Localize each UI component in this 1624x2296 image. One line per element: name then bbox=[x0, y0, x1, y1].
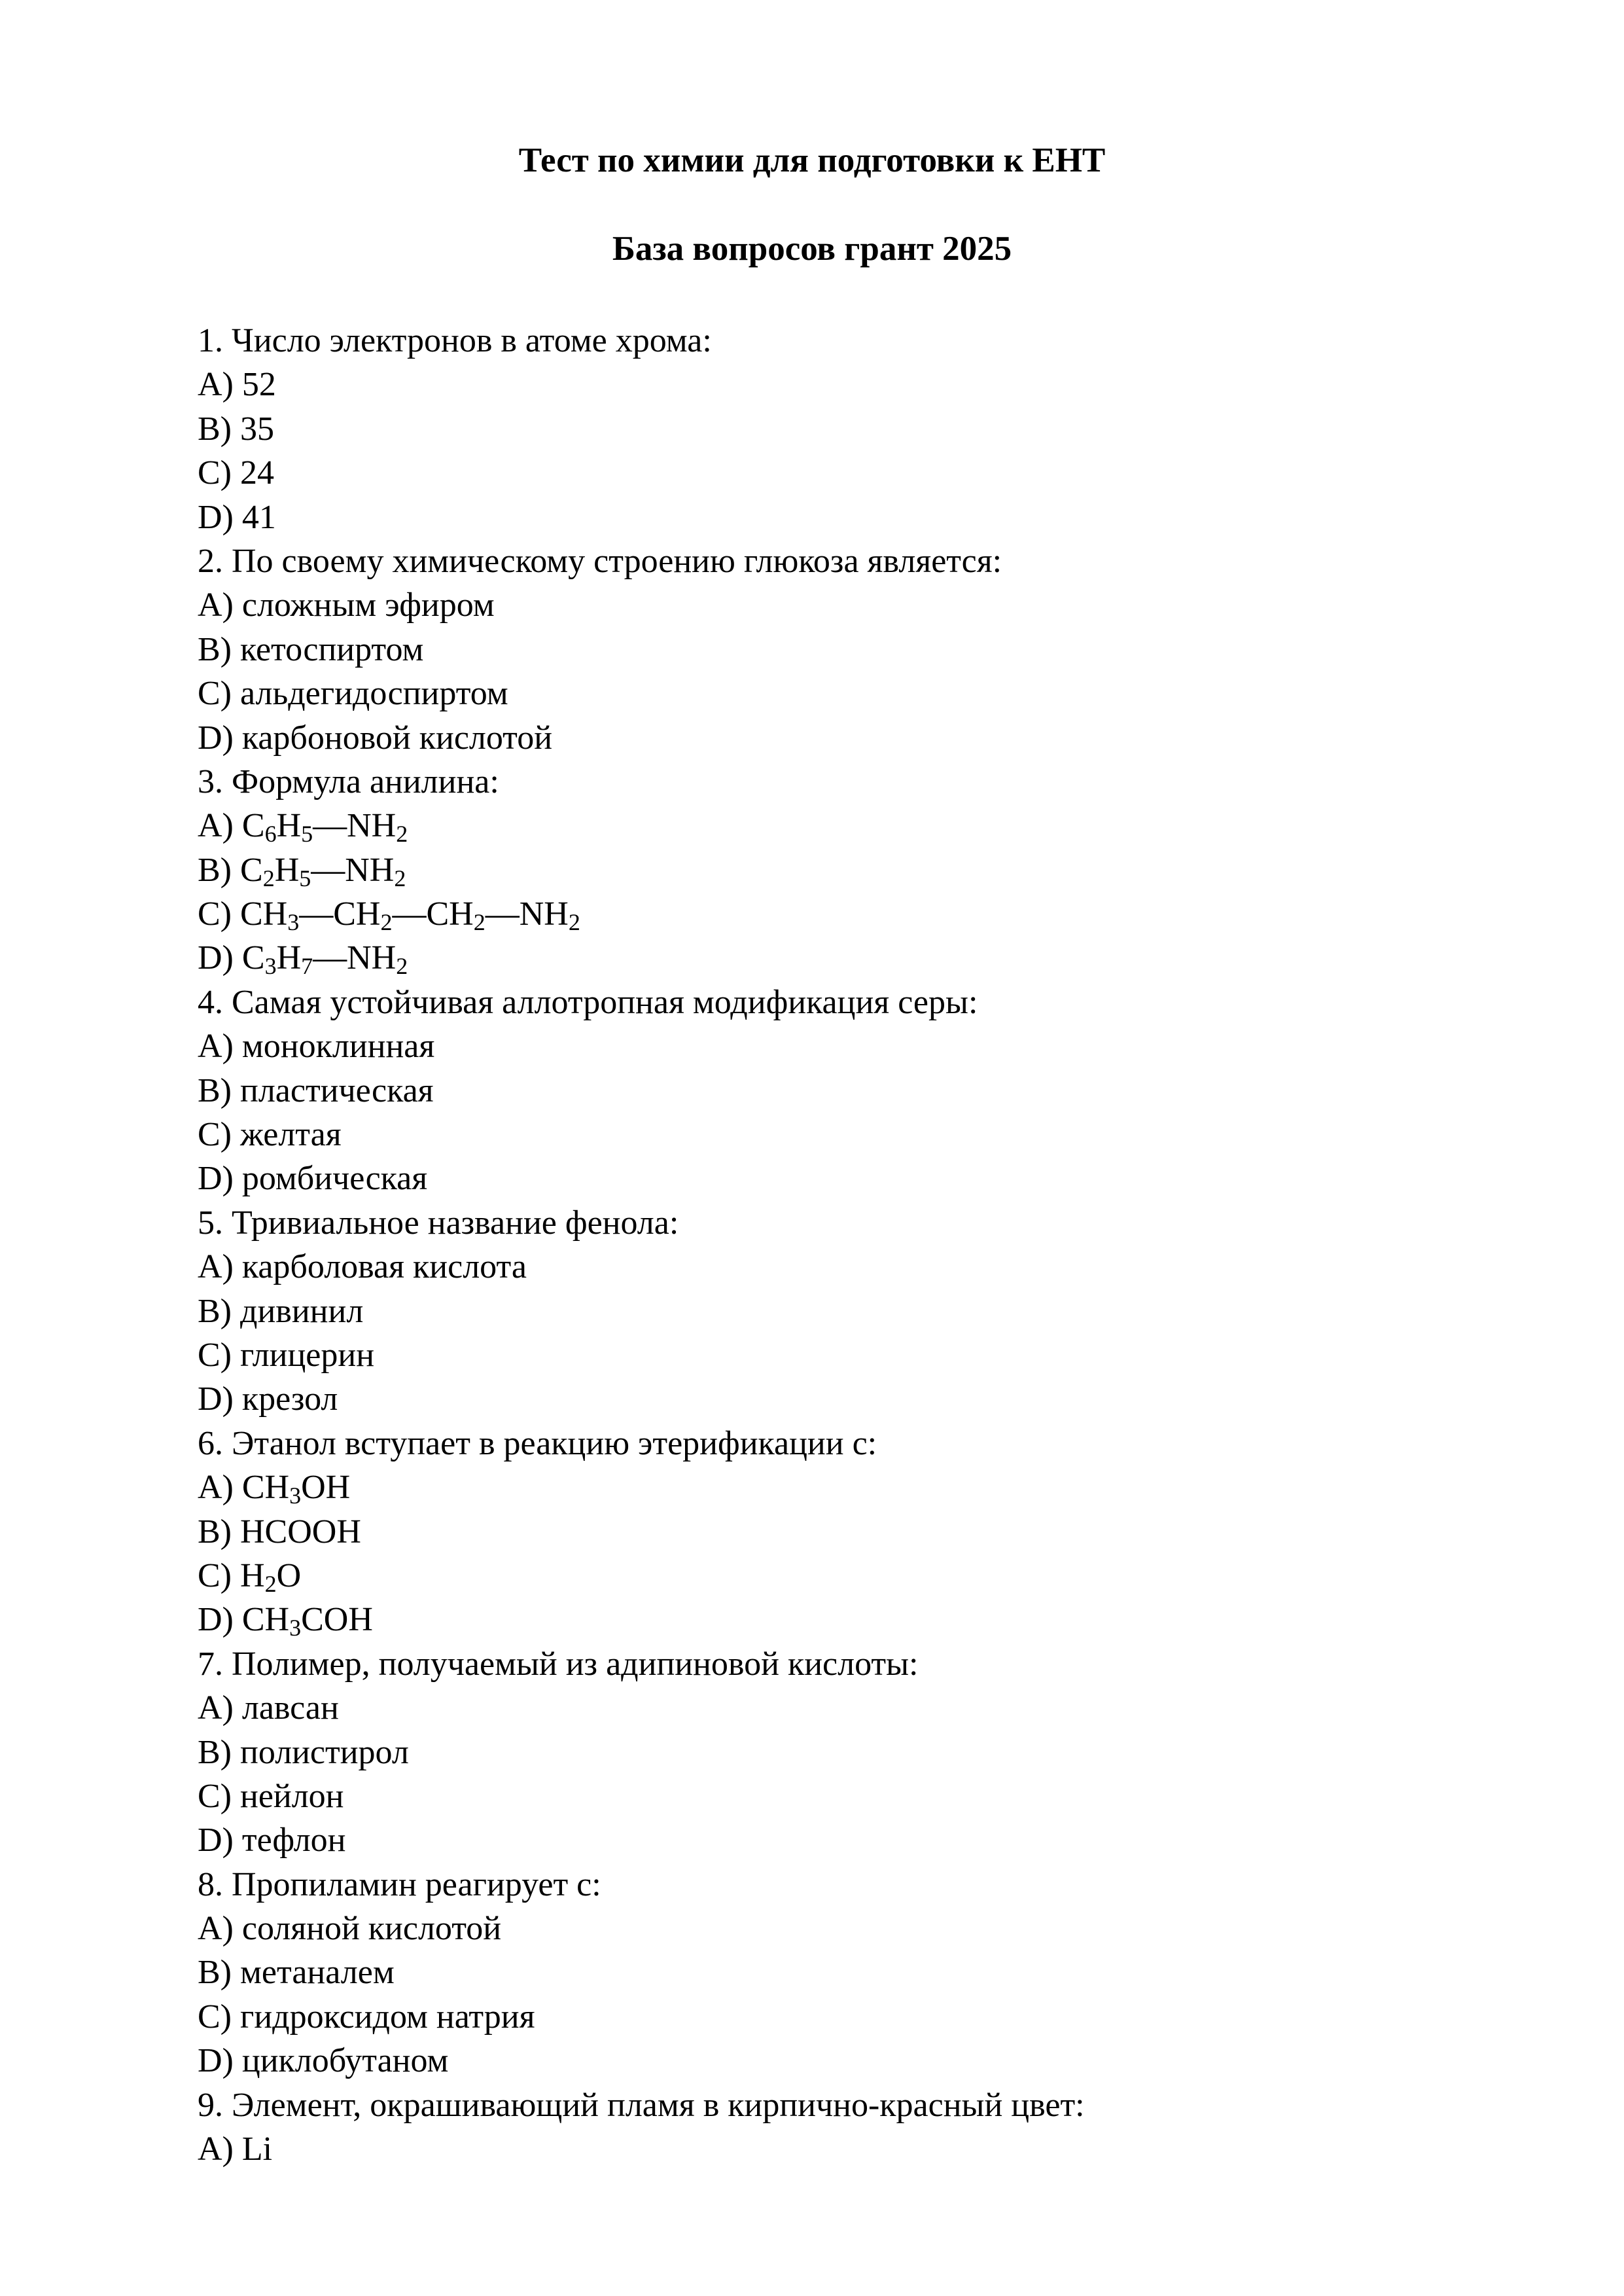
option-letter: B) bbox=[198, 1292, 240, 1330]
option-letter: B) bbox=[198, 851, 240, 889]
option-value: карбоновой кислотой bbox=[241, 719, 553, 757]
answer-option bbox=[198, 1510, 1441, 1554]
option-value: $CH_3COH$ bbox=[241, 1601, 373, 1641]
answer-option bbox=[198, 1333, 1441, 1377]
answer-option bbox=[198, 1774, 1441, 1818]
option-value: $CH_3OH$ bbox=[241, 1469, 351, 1509]
answer-option bbox=[198, 1598, 1441, 1641]
option-value: 52 bbox=[241, 366, 276, 404]
option-letter: D) bbox=[198, 1601, 242, 1639]
answer-option bbox=[198, 495, 1441, 539]
option-value: глицерин bbox=[240, 1336, 375, 1374]
answer-option bbox=[198, 1113, 1441, 1157]
option-letter: B) bbox=[198, 410, 240, 448]
option-value: гидроксидом натрия bbox=[240, 1998, 535, 2036]
option-letter: C) bbox=[198, 1777, 240, 1815]
answer-option bbox=[198, 583, 1441, 627]
question-text: 9. Элемент, окрашивающий пламя в кирпично-красный цвет: bbox=[198, 2086, 1085, 2124]
option-value: HCOOH bbox=[240, 1513, 361, 1551]
option-letter: B) bbox=[198, 1513, 240, 1551]
question-list bbox=[198, 319, 1441, 2171]
answer-option bbox=[198, 1731, 1441, 1774]
option-value: 24 bbox=[240, 454, 274, 492]
question-text: 4. Самая устойчивая аллотропная модификация серы: bbox=[198, 983, 978, 1021]
answer-option bbox=[198, 1907, 1441, 1950]
option-value: нейлон bbox=[240, 1777, 344, 1815]
option-value: $H_2O$ bbox=[240, 1556, 302, 1597]
option-letter: C) bbox=[198, 1556, 240, 1594]
question-text: 6. Этанол вступает в реакцию этерификации с: bbox=[198, 1424, 877, 1462]
option-letter: D) bbox=[198, 719, 242, 757]
answer-option bbox=[198, 848, 1441, 892]
option-letter: B) bbox=[198, 1733, 240, 1771]
question-text: 5. Тривиальное название фенола: bbox=[198, 1204, 679, 1242]
option-letter: A) bbox=[198, 586, 242, 624]
option-value: дивинил bbox=[240, 1292, 364, 1330]
answer-option bbox=[198, 407, 1441, 451]
option-letter: B) bbox=[198, 1071, 240, 1109]
option-letter: A) bbox=[198, 1028, 242, 1066]
option-value: кетоспиртом bbox=[240, 630, 424, 668]
document-title: Тест по химии для подготовки к ЕНТ bbox=[518, 141, 1106, 179]
answer-option bbox=[198, 1377, 1441, 1421]
option-letter: D) bbox=[198, 939, 242, 977]
answer-option bbox=[198, 451, 1441, 495]
answer-option bbox=[198, 1245, 1441, 1289]
option-value: альдегидоспиртом bbox=[240, 675, 508, 713]
option-value: тефлон bbox=[241, 1821, 346, 1859]
option-letter: C) bbox=[198, 1336, 240, 1374]
answer-option bbox=[198, 892, 1441, 936]
option-value: $C_6H_5—NH_2$ bbox=[241, 807, 408, 848]
option-value: соляной кислотой bbox=[241, 1910, 502, 1948]
answer-option bbox=[198, 2039, 1441, 2083]
option-letter: A) bbox=[198, 1469, 242, 1507]
answer-option bbox=[198, 936, 1441, 980]
option-letter: B) bbox=[198, 630, 240, 668]
question-text: 2. По своему химическому строению глюкоза является: bbox=[198, 542, 1002, 580]
option-letter: D) bbox=[198, 1821, 242, 1859]
option-value: моноклинная bbox=[241, 1028, 435, 1066]
option-value: крезол bbox=[241, 1380, 338, 1418]
option-letter: A) bbox=[198, 1248, 242, 1286]
option-letter: A) bbox=[198, 366, 242, 404]
answer-option bbox=[198, 628, 1441, 672]
option-value: лавсан bbox=[241, 1689, 339, 1727]
answer-option bbox=[198, 1554, 1441, 1598]
option-letter: A) bbox=[198, 1910, 242, 1948]
option-letter: B) bbox=[198, 1954, 240, 1992]
answer-option bbox=[198, 1465, 1441, 1509]
answer-option bbox=[198, 1950, 1441, 1994]
answer-option bbox=[198, 2127, 1441, 2171]
answer-option bbox=[198, 1157, 1441, 1200]
option-value: 41 bbox=[241, 498, 276, 536]
answer-option bbox=[198, 716, 1441, 760]
option-letter: D) bbox=[198, 498, 242, 536]
option-value: пластическая bbox=[240, 1071, 434, 1109]
option-letter: C) bbox=[198, 1998, 240, 2036]
answer-option bbox=[198, 1686, 1441, 1730]
option-value: циклобутаном bbox=[241, 2042, 449, 2080]
option-letter: D) bbox=[198, 1160, 242, 1198]
option-letter: C) bbox=[198, 1116, 240, 1154]
question-text: 3. Формула анилина: bbox=[198, 762, 499, 800]
answer-option bbox=[198, 1024, 1441, 1068]
option-letter: D) bbox=[198, 1380, 242, 1418]
answer-option bbox=[198, 1818, 1441, 1862]
option-letter: A) bbox=[198, 2130, 242, 2168]
option-letter: C) bbox=[198, 895, 240, 933]
question-text: 1. Число электронов в атоме хрома: bbox=[198, 322, 712, 359]
answer-option bbox=[198, 804, 1441, 848]
answer-option bbox=[198, 1069, 1441, 1113]
answer-option bbox=[198, 1289, 1441, 1333]
option-letter: C) bbox=[198, 675, 240, 713]
answer-option bbox=[198, 672, 1441, 715]
option-letter: A) bbox=[198, 1689, 242, 1727]
option-value: сложным эфиром bbox=[241, 586, 495, 624]
option-value: метаналем bbox=[240, 1954, 395, 1992]
option-value: желтая bbox=[240, 1116, 342, 1154]
question-text: 7. Полимер, получаемый из адипиновой кислоты: bbox=[198, 1645, 919, 1683]
answer-option bbox=[198, 1995, 1441, 2039]
document-subtitle: База вопросов грант 2025 bbox=[612, 230, 1012, 268]
option-value: 35 bbox=[240, 410, 274, 448]
option-value: $C_3H_7—NH_2$ bbox=[241, 939, 408, 980]
option-letter: A) bbox=[198, 807, 242, 845]
option-letter: D) bbox=[198, 2042, 242, 2080]
option-value: $C_2H_5—NH_2$ bbox=[240, 851, 406, 891]
option-letter: C) bbox=[198, 454, 240, 492]
option-value: Li bbox=[241, 2130, 273, 2168]
question-text: 8. Пропиламин реагирует с: bbox=[198, 1865, 601, 1903]
option-value: полистирол bbox=[240, 1733, 409, 1771]
answer-option bbox=[198, 363, 1441, 406]
option-value: ромбическая bbox=[241, 1160, 428, 1198]
option-value: $CH_3—CH_2—CH_2—NH_2$ bbox=[240, 895, 580, 936]
option-value: карболовая кислота bbox=[241, 1248, 527, 1286]
